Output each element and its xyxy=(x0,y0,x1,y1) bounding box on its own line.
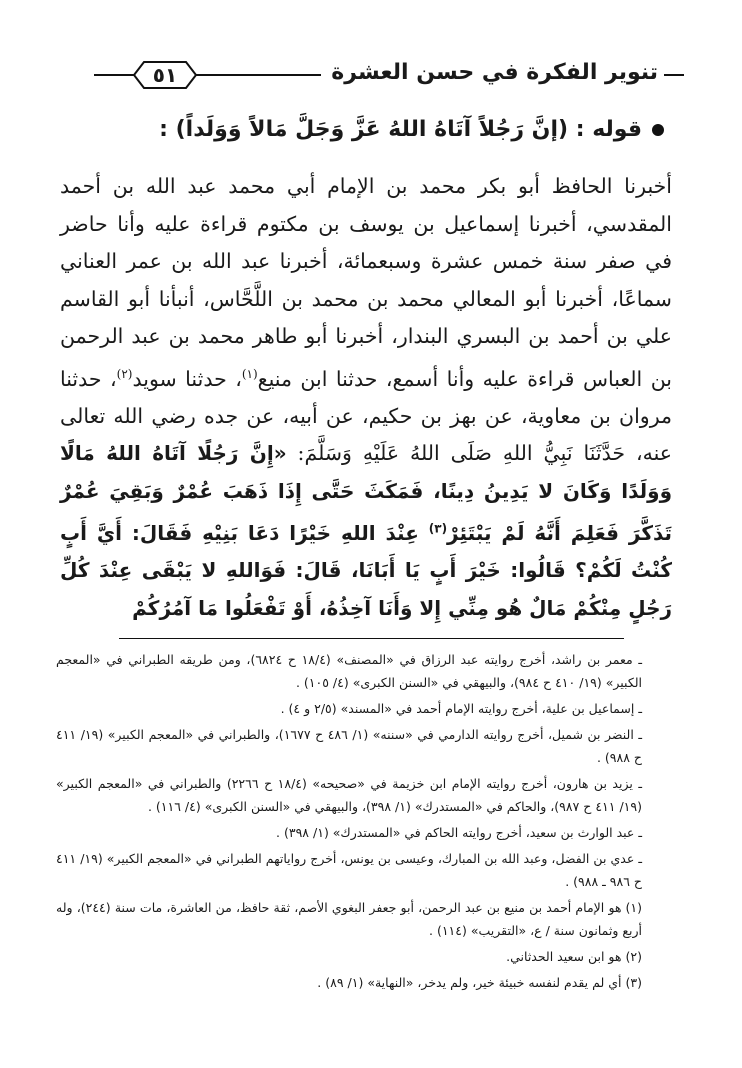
running-header-title: تنوير الفكرة في حسن العشرة xyxy=(321,58,664,88)
endnote-item xyxy=(56,945,642,968)
footnote-item: ـ يزيد بن هارون، أخرج روايته الإمام ابن خزيمة في «صحيحه» (١٨/٤ ح ٢٢٦٦) والطبراني في «المعجم الكبير» (١٩/ ٤١١ ح ٩٨٧)، والحاكم في «المستدرك» (١/ ٣٩٨)، والبيهقي في «السنن الكبرى» (٤/ ١١٦) . xyxy=(56,776,642,814)
footnote-item: ـ معمر بن راشد، أخرج روايته عبد الرزاق في «المصنف» (١٨/٤ ح ٦٨٢٤)، ومن طريقه الطبراني في «المعجم الكبير» (١٩/ ٤١٠ ح ٩٨٤)، والبيهقي في «السنن الكبرى» (٤/ ١٠٥) . xyxy=(56,652,642,690)
isnad-text-2: ، حدثنا سويد xyxy=(132,366,242,391)
endnote-text: أي لم يقدم لنفسه خبيئة خير، ولم يدخر، «النهاية» (١/ ٨٩) . xyxy=(317,975,622,990)
isnad-text: أخبرنا الحافظ أبو بكر محمد بن الإمام أبي محمد عبد الله بن أحمد المقدسي، أخبرنا إسماعيل بن يوسف بن مكتوم قراءة عليه وأنا حاضر في صفر سنة خمس عشرة وسبعمائة، أخبرنا عبد الله بن عمر العناني سماعًا، أخبرنا أبو المعالي محمد بن محمد بن اللَّحَّاس، أنبأنا أبو القاسم علي بن أحمد بن البسري البندار، أخبرنا أبو طاهر محمد بن عبد الرحمن بن العباس قراءة عليه وأنا أسمع، حدثنا ابن منيع xyxy=(60,174,673,391)
footnote-ref-1[interactable]: (١) xyxy=(241,366,258,381)
endnote-label: (٣) xyxy=(625,975,642,990)
footnote-ref-2[interactable]: (٢) xyxy=(116,366,133,381)
bullet-icon xyxy=(652,124,664,136)
endnote-item xyxy=(56,896,642,942)
endnote-label: (٢) xyxy=(625,949,642,964)
section-quote: (إنَّ رَجُلاً آتَاهُ اللهُ عَزَّ وَجَلَّ مَالاً وَوَلَداً) : xyxy=(159,117,569,142)
endnote-label: (١) xyxy=(625,900,642,915)
footnote-item: ـ إسماعيل بن علية، أخرج روايته الإمام أحمد في «المسند» (٢/٥ و ٤) . xyxy=(280,701,642,716)
section-heading xyxy=(64,112,664,148)
footnote-separator xyxy=(119,638,624,639)
footnotes xyxy=(56,648,642,997)
footnote-ref-3[interactable]: (٣) xyxy=(428,521,448,536)
endnote-text: هو ابن سعيد الحدثاني. xyxy=(506,949,622,964)
isnad-text-3: ، حدثنا مروان بن معاوية، عن بهز بن حكيم، عن أبيه، عن جده رضي الله تعالى عنه، حَدَّثَنَا نَبِيُّ اللهِ صَلَى اللهُ عَلَيْهِ وَسَلَّمَ: xyxy=(60,366,672,466)
page-number-badge xyxy=(132,60,198,90)
footnote-item: ـ النضر بن شميل، أخرج روايته الدارمي في «سننه» (١/ ٤٨٦ ح ١٦٧٧)، والطبراني في «المعجم الكبير» (١٩/ ٤١١ ح ٩٨٨) . xyxy=(56,727,643,765)
endnote-text: هو الإمام أحمد بن منيع بن عبد الرحمن، أبو جعفر البغوي الأصم، ثقة حافظ، من العاشرة، مات سنة (٢٤٤)، وله أربع وثمانون سنة / ع، «التقريب» (١١٤) . xyxy=(56,900,642,938)
footnote-item: ـ عبد الوارث بن سعيد، أخرج روايته الحاكم في «المستدرك» (١/ ٣٩٨) . xyxy=(276,825,642,840)
section-lead: قوله : xyxy=(575,117,642,142)
endnote-item xyxy=(56,971,642,994)
hadith-part-1: «إِنَّ رَجُلًا آتَاهُ اللهُ مَالًا وَوَلَدًا وَكَانَ لا يَدِينُ دِينًا، فَمَكَثَ حَتَّى إِذَا ذَهَبَ عُمْرٌ وَبَقِيَ عُمْرٌ تَذَكَّرَ فَعَلِمَ أَنَّهُ لَمْ يَبْتَئِرْ xyxy=(60,441,673,545)
hadith-text xyxy=(60,441,672,620)
footnote-item: ـ عدي بن الفضل، وعبد الله بن المبارك، وعيسى بن يونس، أخرج رواياتهم الطبراني في «المعجم الكبير» (١٩/ ٤١١ ح ٩٨٦ ـ ٩٨٨) . xyxy=(56,851,642,889)
hadith-part-2: عِنْدَ اللهِ خَيْرًا دَعَا بَنِيْهِ فَقَالَ: أَيَّ أَبٍ كُنْتُ لَكُمْ؟ قَالُوا: خَيْرَ أَبٍ يَا أَبَانَا، قَالَ: فَوَاللهِ لا يَبْقَى عِنْدَ كُلِّ رَجُلٍ مِنْكُمْ مَالٌ هُو مِنِّي إِلا وَأَنَا آخِذُهُ، أَوْ تَفْعَلُوا مَا آمُرُكُمْ xyxy=(60,520,672,620)
main-text xyxy=(60,168,672,627)
page-number: ٥١ xyxy=(152,63,178,87)
